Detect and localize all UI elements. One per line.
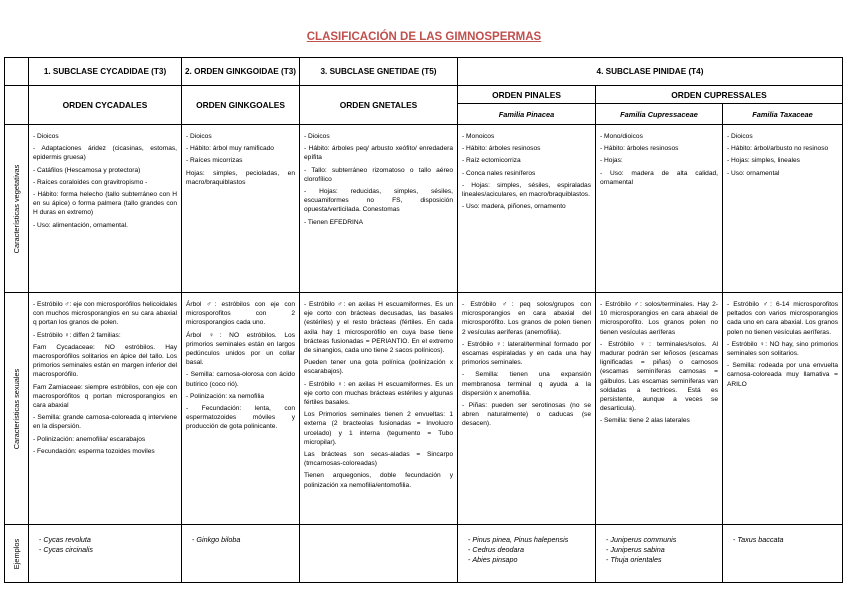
cell-line: Árbol ♂: estróbilos con eje con microsporofitos con 2 microsporangios cada uno. [186, 301, 295, 327]
cell-line: Las brácteas son secas-aladas = Sincarpo (tmcarnosas-coloreadas) [304, 451, 453, 468]
cell-line: - Estróbilo ♀: lateral/terminal formado por escamas espiraladas y en cada una hay primorios seminales. [462, 340, 591, 367]
example-species: - Juniperus sabina [606, 545, 718, 555]
sex-ginkgoales [182, 293, 300, 525]
corner-cell-2 [5, 86, 29, 125]
cell-line: Árbol ♀: NO estróbilos. Los primorios seminales están en largos pedúnculos unidos por un collar basal. [186, 331, 295, 367]
header-familia-pinacea: Familia Pinacea [458, 104, 596, 125]
cell-line: - Fecundación: esperma tozoides moviles [33, 447, 155, 455]
row-label-vegetativas-text: Características vegetativas [11, 164, 21, 253]
sex-cycadales [29, 293, 182, 525]
row-label-vegetativas [5, 125, 29, 293]
cell-line: - Hábito: árboles resinosos [600, 145, 679, 153]
cell-line: Tienen arquegonios, doble fecundación y polinización xa nemofilia/entomofilia. [304, 472, 453, 489]
cell-line: - Dioicos [33, 133, 59, 140]
sex-gnetales [300, 293, 458, 525]
cell-line: Hojas: simples, pecioladas, en macro/braquiblastos [186, 169, 295, 186]
cell-line: - Hábito: árboles peq/ arbusto xeófito/ enredadera epífita [304, 145, 453, 162]
cell-line: - Dioicos [304, 133, 330, 140]
cell-line: - Tienen EFEDRINA [304, 218, 363, 226]
cell-line: - Hábito: árboles resinosos [462, 145, 541, 153]
cell-line: - Uso: madera de alta calidad, ornamental [600, 169, 718, 186]
header-cycadidae: 1. SUBCLASE CYCADIDAE (T3) [29, 58, 182, 86]
examples-list [192, 535, 295, 545]
ex-ginkgoales [182, 525, 300, 583]
veg-pinales [458, 125, 596, 293]
examples-list [606, 535, 718, 565]
cell-line: - Hojas: simples, sésiles, espiraladas lineales/aciculares, en macro/braquiblastos. [462, 181, 591, 199]
cell-line: - Uso: ornamental [727, 169, 780, 177]
cell-line: - Semilla: tienen una expansión membranosa terminal q ayuda a la dispersión x anemofilia. [462, 371, 591, 397]
cell-line: - Piñas: pueden ser serotinosas (no se abren naturalmente) o caducas (se desacen). [462, 402, 591, 428]
example-species: - Abies pinsapo [468, 555, 591, 565]
cell-line: - Catáfilos (Hescamosa y protectora) [33, 166, 141, 174]
sex-cupressaceae [596, 293, 723, 525]
header-gnetidae: 3. SUBCLASE GNETIDAE (T5) [300, 58, 458, 86]
ex-pinales [458, 525, 596, 583]
ex-taxaceae [723, 525, 843, 583]
cell-line: - Uso: madera, piñones, ornamento [462, 203, 566, 211]
cell-line: - Dioicos [727, 133, 753, 140]
cell-line: Los Primorios seminales tienen 2 envueltas: 1 externa (2 bracteolas fusionadas = Involucro urcelado) y 1 interna (tegumento = Tubo micropilar). [304, 411, 453, 446]
ex-cupressaceae [596, 525, 723, 583]
cell-line: Fam Zamiaceae: siempre estróbilos, con eje con macrosporófitos q portan microsporangios en cara abaxial [33, 383, 177, 410]
cell-line: - Hábito: árbol/arbusto no resinoso [727, 145, 829, 153]
veg-cupressaceae [596, 125, 723, 293]
corner-cell [5, 58, 29, 86]
row-label-sexuales [5, 293, 29, 525]
header-orden-gnetales: ORDEN GNETALES [300, 86, 458, 125]
example-species: - Taxus baccata [733, 535, 838, 545]
row-label-sexuales-text: Características sexuales [11, 368, 21, 449]
ex-cycadales [29, 525, 182, 583]
cell-line: - Monoicos [462, 133, 495, 140]
examples-list [733, 535, 838, 545]
example-species: - Pinus pinea, Pinus halepensis [468, 535, 591, 545]
examples-list [468, 535, 591, 565]
cell-line: - Adaptaciones áridez (cicasinas, estomas, epidermis gruesa) [33, 145, 177, 162]
veg-gnetales [300, 125, 458, 293]
cell-line: - Hojas: [600, 157, 623, 165]
sex-pinales [458, 293, 596, 525]
ex-gnetales [300, 525, 458, 583]
cell-line: - Uso: alimentación, ornamental. [33, 221, 128, 229]
row-label-ejemplos [5, 525, 29, 583]
cell-line: - Estróbilo ♀: diffen 2 familias: [33, 331, 121, 339]
cell-line: - Semilla: carnosa-olorosa con ácido butírico (coco rió). [186, 371, 295, 388]
example-species: - Thuja orientales [606, 555, 718, 565]
veg-ginkgoales [182, 125, 300, 293]
cell-line: - Polinización: xa nemofilia [186, 392, 265, 400]
header-pinidae: 4. SUBCLASE PINIDAE (T4) [458, 58, 843, 86]
cell-line: - Estróbilo ♂: solos/terminales. Hay 2-10 microsporangios en cara abaxial de microsporofito. Los granos polen no tienen vesículas aeríferas [600, 301, 718, 336]
header-orden-cupressales: ORDEN CUPRESSALES [596, 86, 843, 104]
sex-taxaceae [723, 293, 843, 525]
cell-line: - Hojas: reducidas, simples, sésiles, escuamiformes no FS, disposición opuesta/verticilada. Conestomas [304, 188, 453, 214]
header-orden-cycadales: ORDEN CYCADALES [29, 86, 182, 125]
cell-line: - Raíces coraloides con gravitropismo - [33, 178, 148, 186]
header-familia-cupressaceae: Familia Cupressaceae [596, 104, 723, 125]
page-title: CLASIFICACIÓN DE LAS GIMNOSPERMAS [306, 31, 542, 43]
veg-cycadales [29, 125, 182, 293]
example-species: - Cycas revoluta [39, 535, 177, 545]
cell-line: - Fecundación: lenta, con espermatozoides móviles y producción de gota polinicante. [186, 405, 295, 431]
cell-line: - Tallo: subterráneo rizomatoso o tallo aéreo clorofílico [304, 166, 453, 183]
cell-line: - Conca nales resiníferos [462, 169, 536, 177]
cell-line: - Estróbilo ♂: 6-14 microsporofitos peltados con varios microsporangios cada uno en cara abaxial. Los granos polen no tienen vesículas aeríferas. [727, 301, 838, 336]
cell-line: - Semilla: tiene 2 alas laterales [600, 417, 690, 425]
cell-line: - Estróbilo ♂: eje con microsporófilos helicoidales con muchos microsporangios en su cara abaxial q portan los granos de polen. [33, 301, 177, 327]
row-label-ejemplos-text: Ejemplos [11, 538, 21, 569]
example-species: - Juniperus communis [606, 535, 718, 545]
cell-line: - Estróbilo ♀: NO hay, sino primorios seminales son solitarios. [727, 340, 838, 358]
header-familia-taxaceae: Familia Taxaceae [723, 104, 843, 125]
cell-line: - Hábito: árbol muy ramificado [186, 145, 274, 153]
examples-list [39, 535, 177, 555]
classification-table [4, 57, 843, 583]
header-orden-pinales: ORDEN PINALES [458, 86, 596, 104]
cell-line: - Hojas: simples, lineales [727, 157, 800, 165]
example-species: - Ginkgo biloba [192, 535, 295, 545]
header-ginkgoidae: 2. ORDEN GINKGOIDAE (T3) [182, 58, 300, 86]
example-species: - Cedrus deodara [468, 545, 591, 555]
cell-line: - Raíz ectomicorriza [462, 157, 521, 165]
example-species: - Cycas circinalis [39, 545, 177, 555]
veg-taxaceae [723, 125, 843, 293]
cell-line: - Estróbilo ♀: en axilas H escuamiformes. Es un eje corto con muchas brácteas estériles y algunas fértiles basales. [304, 380, 453, 407]
cell-line: - Mono/dioicos [600, 133, 643, 140]
cell-line: - Semilla: grande carnosa-coloreada q interviene en la dispersión. [33, 414, 177, 431]
cell-line: - Estróbilo ♂: peq solos/grupos con microsporangios en cara abaxial del microsporófito. Los granos de polen tienen 2 vesículas aeríferas (anemofilia). [462, 301, 591, 336]
cell-line: - Raíces micorrizas [186, 157, 243, 165]
cell-line: - Estróbilo ♀: terminales/solos. Al madurar podrán ser leñosos (escamas lignificadas = piñas) o carnosos (escamas seminíferas carnosas = gálbulos. Las escamas seminíferas van soldadas a tectrices. Está es persistente, aunque a veces se desarticula). [600, 340, 718, 413]
cell-line: Fam Cycadaceae: NO estróbilos. Hay macrosporófilos solitarios en ápice del tallo. Los primorios seminales están en margen inferior del macrosporófilo. [33, 343, 177, 379]
cell-line: - Estróbilo ♂: en axilas H escuamiformes. Es un eje corto con brácteas decusadas, las basales (estériles) y el resto brácteas (fértiles. En cada axila hay 1 microsporófilo en cuya base tiene brácteas fusionadas = PERIANTIO. En el extremo de sinangios, cada uno tiene 2 sacos polínicos). [304, 301, 453, 355]
cell-line: Pueden tener una gota polínica (polinización x escarabajos). [304, 359, 453, 376]
cell-line: - Semilla: rodeada por una envuelta carnosa-coloreada muy llamativa = ARILO [727, 362, 838, 388]
cell-line: - Hábito: forma helecho (tallo subterráneo con H en su ápice) o forma palmera (tallo grandes con H duras en extremo) [33, 191, 177, 217]
cell-line: - Dioicos [186, 133, 212, 140]
header-orden-ginkgoales: ORDEN GINKGOALES [182, 86, 300, 125]
cell-line: - Polinización: anemofilia/ escarabajos [33, 435, 146, 443]
